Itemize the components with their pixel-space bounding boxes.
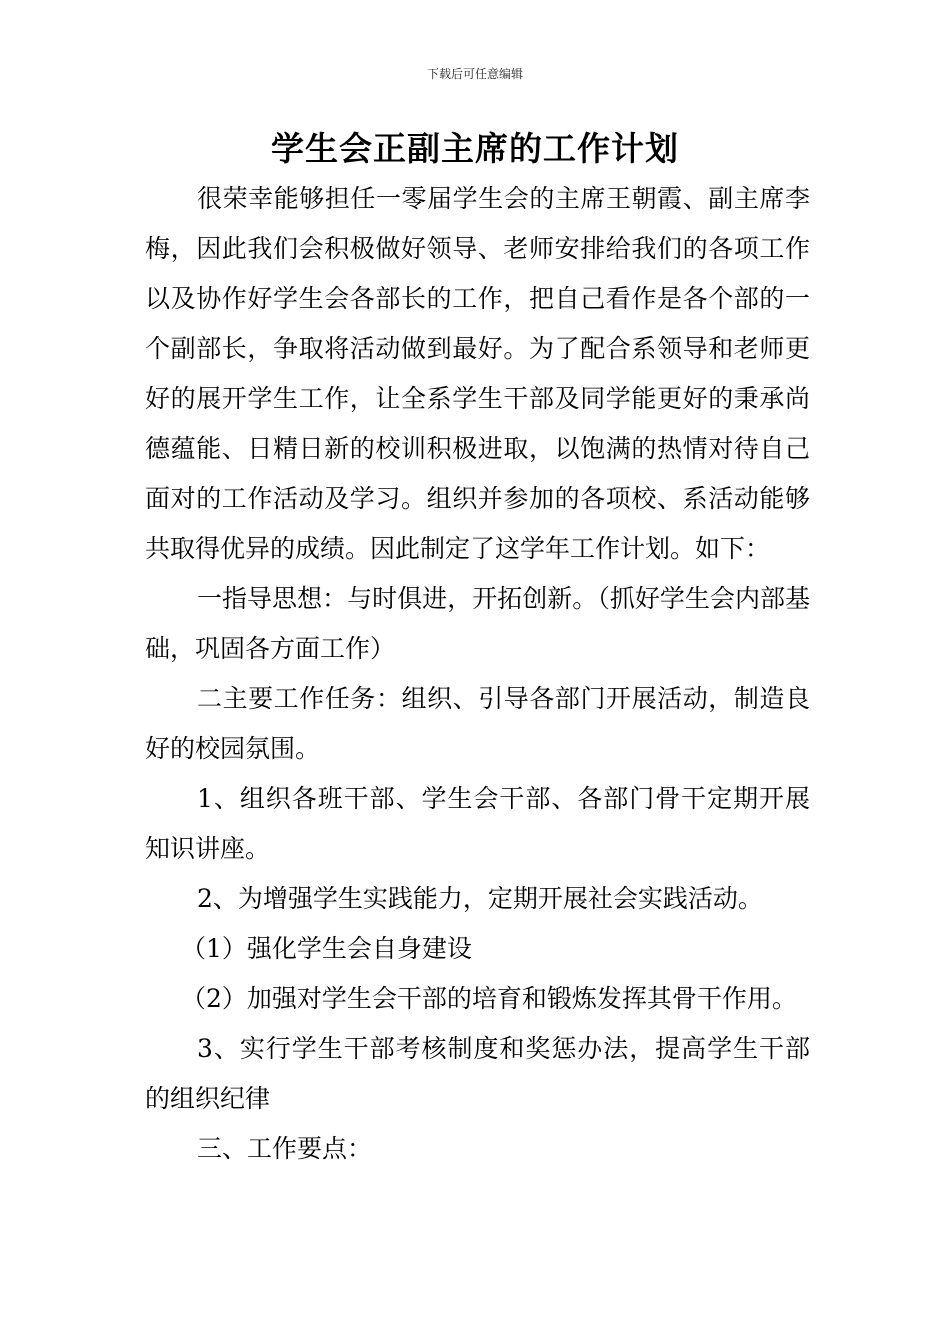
sub-item-2: （2）加强对学生会干部的培育和锻炼发挥其骨干作用。 bbox=[181, 984, 797, 1013]
task-item-1: 1、组织各班干部、学生会干部、各部门骨干定期开展知识讲座。 bbox=[145, 784, 810, 863]
main-tasks-paragraph: 二主要工作任务：组织、引导各部门开展活动，制造良好的校园氛围。 bbox=[145, 684, 810, 763]
document-title: 学生会正副主席的工作计划 bbox=[271, 129, 679, 168]
section-heading-work-points: 三、工作要点： bbox=[197, 1134, 373, 1163]
task-item-3: 3、实行学生干部考核制度和奖惩办法，提高学生干部的组织纪律 bbox=[145, 1034, 810, 1113]
guiding-thought-paragraph: 一指导思想：与时俱进，开拓创新。（抓好学生会内部基础，巩固各方面工作） bbox=[145, 584, 810, 663]
sub-item-1: （1）强化学生会自身建设 bbox=[181, 934, 472, 963]
task-item-2: 2、为增强学生实践能力，定期开展社会实践活动。 bbox=[197, 884, 763, 913]
header-note: 下载后可任意编辑 bbox=[426, 67, 523, 81]
intro-paragraph: 很荣幸能够担任一零届学生会的主席王朝霞、副主席李梅，因此我们会积极做好领导、老师安排给我们的各项工作以及协作好学生会各部长的工作，把自己看作是各个部的一个副部长，争取将活动做到最好。为了配合系领导和老师更好的展开学生工作，让全系学生干部及同学能更好的秉承尚德蕴能、日精日新的校训积极进取，以饱满的热情对待自己面对的工作活动及学习。组织并参加的各项校、系活动能够共取得优异的成绩。因此制定了这学年工作计划。如下： bbox=[145, 184, 810, 563]
document-body bbox=[145, 174, 810, 1174]
